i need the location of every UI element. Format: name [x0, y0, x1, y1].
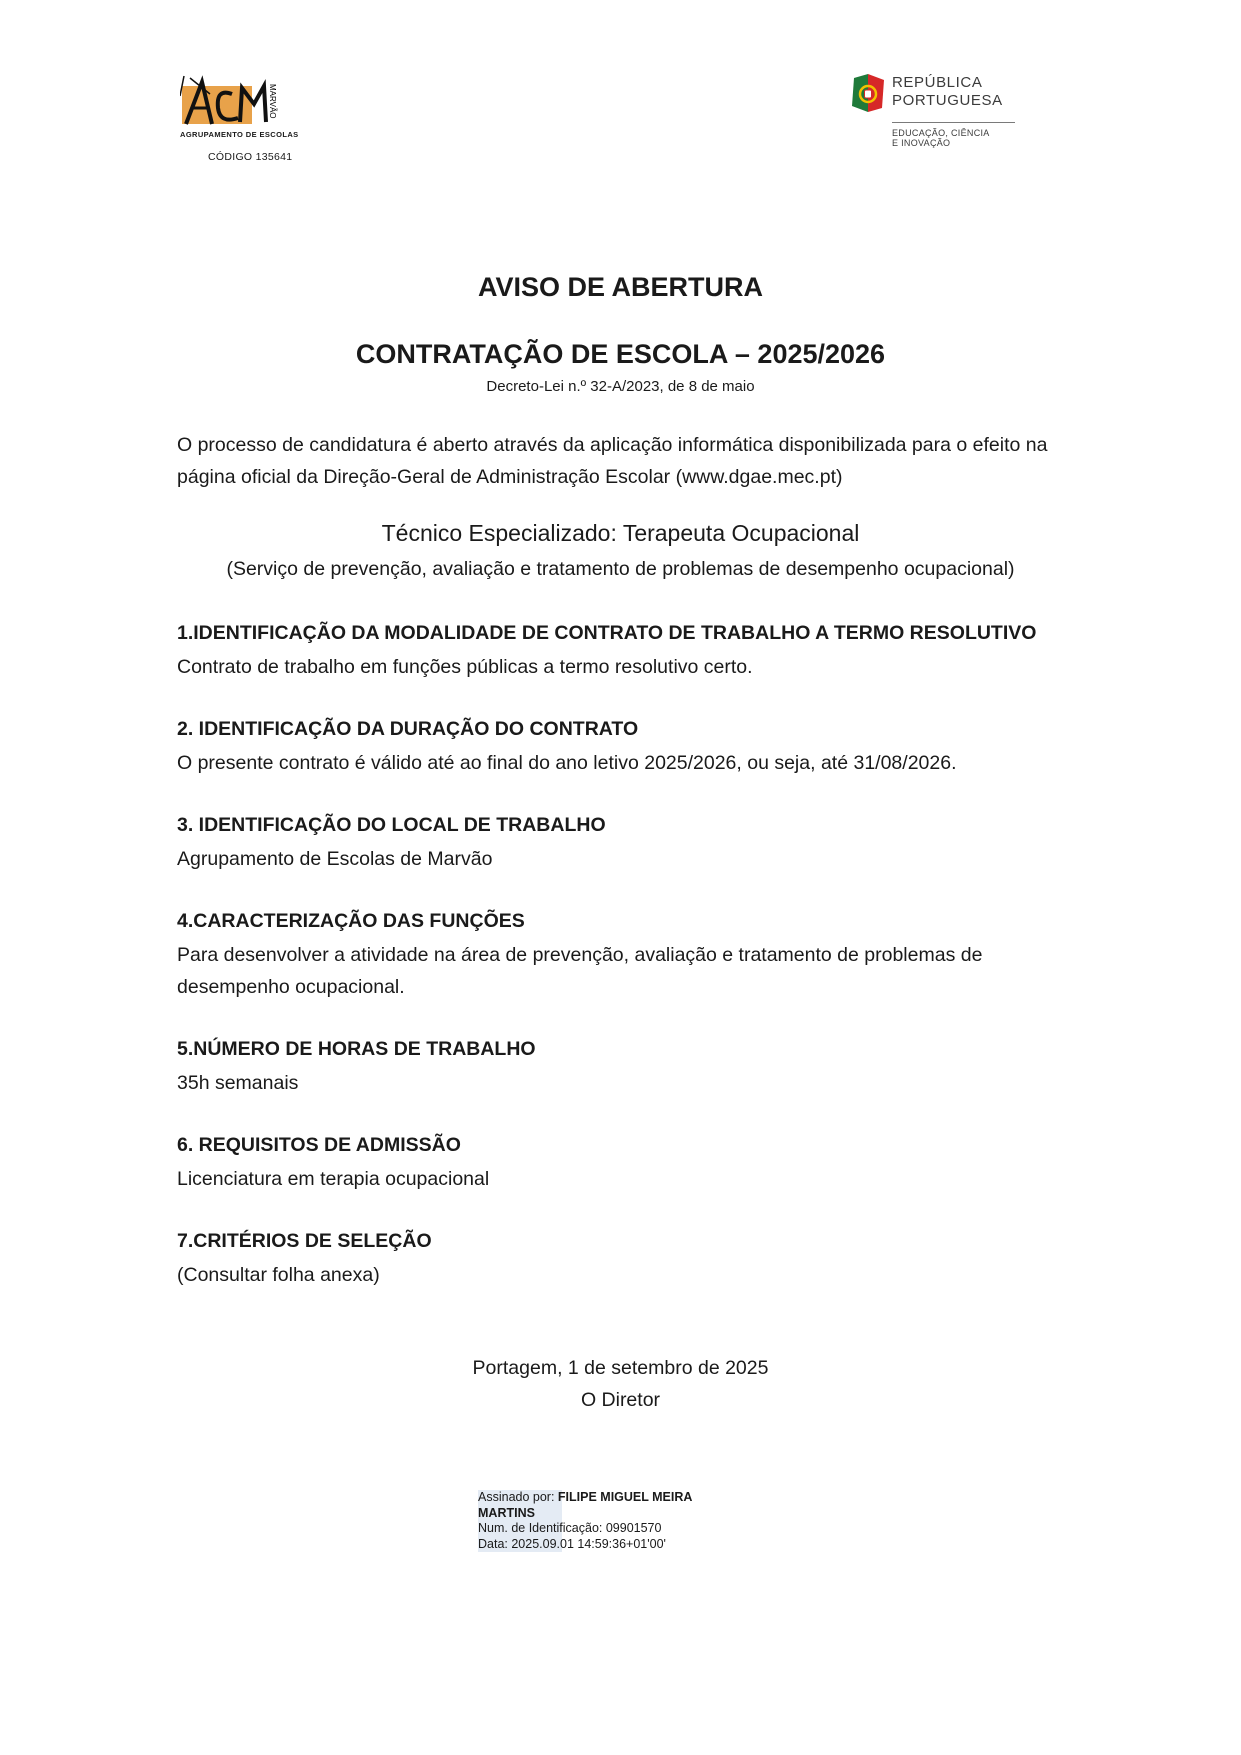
section-1-body: Contrato de trabalho em funções públicas a termo resolutivo certo.	[177, 656, 753, 678]
signer-name-line2: MARTINS	[478, 1505, 535, 1520]
section-7-body: (Consultar folha anexa)	[177, 1264, 380, 1286]
school-logo-caption: AGRUPAMENTO DE ESCOLAS	[180, 130, 299, 139]
republic-name-line2: PORTUGUESA	[892, 92, 1003, 109]
legal-reference: Decreto-Lei n.º 32-A/2023, de 8 de maio	[486, 378, 755, 395]
ministry-line1: EDUCAÇÃO, CIÊNCIA	[892, 128, 990, 138]
section-7-heading: 7.CRITÉRIOS DE SELEÇÃO	[177, 1230, 432, 1252]
section-6-body: Licenciatura em terapia ocupacional	[177, 1168, 490, 1190]
svg-text:MARVÃO: MARVÃO	[268, 84, 277, 119]
section-4-heading: 4.CARACTERIZAÇÃO DAS FUNÇÕES	[177, 910, 525, 932]
section-2-heading: 2. IDENTIFICAÇÃO DA DURAÇÃO DO CONTRATO	[177, 718, 639, 740]
intro-paragraph: O processo de candidatura é aberto através da aplicação informática disponibilizada para o efeito na página oficial da Direção-Geral de Administração Escolar (www.dgae.mec.pt)	[177, 434, 1048, 488]
signed-by-label: Assinado por:	[478, 1490, 555, 1504]
section-6-heading: 6. REQUISITOS DE ADMISSÃO	[177, 1134, 461, 1156]
republic-name-line1: REPÚBLICA	[892, 74, 983, 91]
school-logo	[180, 74, 299, 146]
ministry-line2: E INOVAÇÃO	[892, 138, 951, 148]
place-date: Portagem, 1 de setembro de 2025	[472, 1357, 769, 1379]
section-3-body: Agrupamento de Escolas de Marvão	[177, 848, 493, 870]
section-1-heading: 1.IDENTIFICAÇÃO DA MODALIDADE DE CONTRATO DE TRABALHO A TERMO RESOLUTIVO	[177, 622, 1037, 644]
signer-name-line1: FILIPE MIGUEL MEIRA	[557, 1490, 693, 1504]
signature-line-1	[478, 1490, 738, 1506]
digital-signature-block	[478, 1490, 738, 1552]
document-subtitle: CONTRATAÇÃO DE ESCOLA – 2025/2026	[355, 339, 886, 369]
section-5-heading: 5.NÚMERO DE HORAS DE TRABALHO	[177, 1038, 536, 1060]
role-title: Técnico Especializado: Terapeuta Ocupacional	[381, 520, 860, 546]
republic-divider	[892, 122, 1015, 123]
section-4-body: Para desenvolver a atividade na área de prevenção, avaliação e tratamento de problemas de desempenho ocupacional.	[177, 944, 983, 998]
section-2-body: O presente contrato é válido até ao final do ano letivo 2025/2026, ou seja, até 31/08/2026.	[177, 752, 957, 774]
document-title: AVISO DE ABERTURA	[477, 272, 764, 302]
signer-role: O Diretor	[580, 1389, 661, 1411]
role-description: (Serviço de prevenção, avaliação e tratamento de problemas de desempenho ocupacional)	[226, 558, 1015, 580]
signature-id-line: Num. de Identificação: 09901570	[478, 1521, 662, 1535]
republic-logo	[848, 72, 1013, 152]
section-5-body: 35h semanais	[177, 1072, 299, 1094]
school-code: CÓDIGO 135641	[208, 151, 293, 163]
signature-date-line: Data: 2025.09.01 14:59:36+01'00'	[478, 1536, 666, 1551]
republic-emblem-icon	[848, 72, 888, 118]
section-3-heading: 3. IDENTIFICAÇÃO DO LOCAL DE TRABALHO	[177, 814, 606, 836]
